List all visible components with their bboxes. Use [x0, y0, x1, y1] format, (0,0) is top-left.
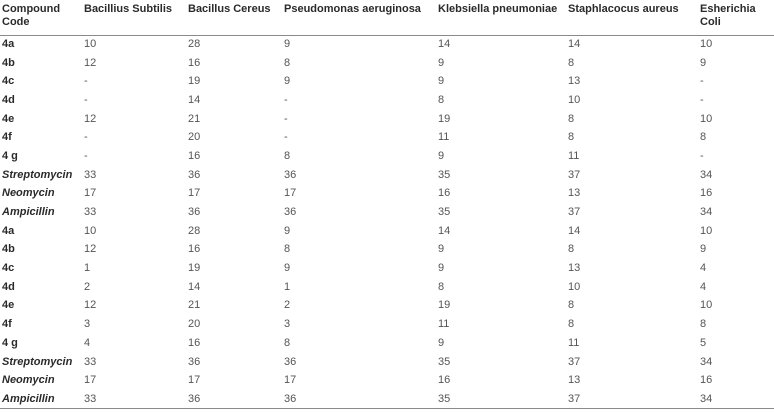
cell-klebsiella-pneumoniae: 9 [438, 149, 445, 162]
cell-pseudomonas-aeruginosa: 8 [284, 336, 291, 349]
cell-klebsiella-pneumoniae: 8 [438, 280, 445, 293]
cell-compound-code: 4d [2, 280, 15, 293]
cell-esherichia-coli: 8 [700, 318, 707, 331]
table-row [0, 353, 774, 372]
cell-bacillius-subtilis: 12 [84, 56, 97, 69]
cell-esherichia-coli: 4 [700, 280, 707, 293]
cell-compound-code: 4f [2, 131, 12, 144]
cell-bacillius-subtilis: - [84, 149, 88, 162]
cell-bacillus-cereus: 36 [188, 390, 284, 409]
cell-bacillius-subtilis: 3 [84, 318, 91, 331]
cell-compound-code: 4e [2, 112, 15, 125]
cell-pseudomonas-aeruginosa: 9 [284, 262, 291, 275]
cell-staphlacocus-aureus: 13 [568, 262, 581, 275]
cell-bacillus-cereus: 14 [188, 280, 201, 293]
cell-pseudomonas-aeruginosa: 36 [284, 355, 297, 368]
table-row [0, 91, 774, 110]
table-row [0, 72, 774, 91]
cell-staphlacocus-aureus: 14 [568, 224, 581, 237]
cell-staphlacocus-aureus: 11 [568, 149, 580, 162]
cell-esherichia-coli: 9 [700, 243, 707, 256]
cell-bacillius-subtilis: 2 [84, 280, 91, 293]
cell-bacillius-subtilis: 17 [84, 374, 97, 387]
cell-compound-code: 4e [2, 299, 15, 312]
cell-esherichia-coli: - [700, 75, 704, 88]
cell-bacillus-cereus: 17 [188, 187, 201, 200]
table-row [0, 35, 774, 54]
cell-pseudomonas-aeruginosa: 8 [284, 243, 291, 256]
cell-bacillius-subtilis: 33 [84, 390, 188, 409]
cell-bacillus-cereus: 36 [188, 168, 201, 181]
cell-bacillus-cereus: 16 [188, 149, 201, 162]
cell-staphlacocus-aureus: 37 [568, 390, 700, 409]
table-row [0, 334, 774, 353]
cell-staphlacocus-aureus: 13 [568, 374, 581, 387]
table-header [0, 0, 774, 35]
cell-staphlacocus-aureus: 37 [568, 206, 581, 219]
cell-pseudomonas-aeruginosa: 36 [284, 206, 297, 219]
cell-bacillus-cereus: 19 [188, 262, 201, 275]
table-row [0, 371, 774, 390]
cell-klebsiella-pneumoniae: 9 [438, 336, 445, 349]
cell-bacillius-subtilis: 33 [84, 206, 97, 219]
cell-compound-code: 4f [2, 318, 12, 331]
cell-compound-code: 4c [2, 75, 15, 88]
table-row [0, 297, 774, 316]
cell-esherichia-coli: 9 [700, 56, 707, 69]
cell-bacillius-subtilis: 10 [84, 38, 97, 51]
cell-esherichia-coli: - [700, 149, 704, 162]
cell-esherichia-coli: 34 [700, 206, 713, 219]
table-row [0, 185, 774, 204]
header-compound-code: Compound Code [0, 0, 84, 35]
cell-staphlacocus-aureus: 8 [568, 56, 575, 69]
cell-compound-code: 4b [2, 56, 15, 69]
cell-esherichia-coli: 10 [700, 299, 713, 312]
cell-bacillius-subtilis: 12 [84, 243, 97, 256]
cell-staphlacocus-aureus: 13 [568, 75, 581, 88]
cell-pseudomonas-aeruginosa: - [284, 93, 288, 106]
cell-esherichia-coli: 34 [700, 355, 713, 368]
cell-compound-code: Streptomycin [2, 355, 73, 368]
table-row [0, 390, 774, 409]
cell-compound-code: 4a [2, 38, 15, 51]
cell-compound-code: Neomycin [2, 374, 55, 387]
cell-staphlacocus-aureus: 10 [568, 280, 581, 293]
cell-pseudomonas-aeruginosa: 8 [284, 149, 291, 162]
cell-staphlacocus-aureus: 8 [568, 318, 575, 331]
cell-bacillius-subtilis: 1 [84, 262, 91, 275]
cell-klebsiella-pneumoniae: 35 [438, 355, 451, 368]
cell-esherichia-coli: - [700, 93, 704, 106]
cell-pseudomonas-aeruginosa: 9 [284, 224, 291, 237]
cell-pseudomonas-aeruginosa: 36 [284, 168, 297, 181]
cell-staphlacocus-aureus: 14 [568, 38, 581, 51]
cell-klebsiella-pneumoniae: 9 [438, 262, 445, 275]
cell-bacillus-cereus: 21 [188, 112, 201, 125]
cell-klebsiella-pneumoniae: 9 [438, 75, 445, 88]
cell-compound-code: Ampicillin [2, 206, 55, 219]
cell-compound-code: 4 g [2, 149, 18, 162]
cell-klebsiella-pneumoniae: 14 [438, 38, 451, 51]
cell-bacillus-cereus: 14 [188, 93, 201, 106]
cell-bacillus-cereus: 19 [188, 75, 201, 88]
cell-esherichia-coli: 10 [700, 112, 713, 125]
cell-pseudomonas-aeruginosa: - [284, 131, 288, 144]
table-row [0, 110, 774, 129]
cell-bacillus-cereus: 28 [188, 38, 201, 51]
cell-esherichia-coli: 8 [700, 131, 707, 144]
cell-klebsiella-pneumoniae: 16 [438, 187, 451, 200]
cell-bacillus-cereus: 21 [188, 299, 201, 312]
cell-bacillius-subtilis: - [84, 93, 88, 106]
cell-staphlacocus-aureus: 11 [568, 336, 580, 349]
header-klebsiella-pneumoniae: Klebsiella pneumoniae [438, 0, 568, 35]
cell-compound-code: 4d [2, 93, 15, 106]
cell-klebsiella-pneumoniae: 35 [438, 206, 451, 219]
cell-esherichia-coli: 34 [700, 168, 713, 181]
cell-klebsiella-pneumoniae: 16 [438, 374, 451, 387]
cell-esherichia-coli: 5 [700, 336, 707, 349]
header-row [0, 0, 774, 35]
table-row [0, 222, 774, 241]
cell-bacillius-subtilis: 12 [84, 299, 97, 312]
table-row [0, 241, 774, 260]
cell-bacillus-cereus: 17 [188, 374, 201, 387]
cell-pseudomonas-aeruginosa: - [284, 112, 288, 125]
table-row [0, 128, 774, 147]
cell-staphlacocus-aureus: 8 [568, 299, 575, 312]
cell-bacillius-subtilis: 33 [84, 168, 97, 181]
cell-staphlacocus-aureus: 37 [568, 168, 581, 181]
cell-klebsiella-pneumoniae: 19 [438, 112, 451, 125]
cell-staphlacocus-aureus: 8 [568, 131, 575, 144]
cell-staphlacocus-aureus: 10 [568, 93, 581, 106]
cell-staphlacocus-aureus: 13 [568, 187, 581, 200]
cell-pseudomonas-aeruginosa: 3 [284, 318, 291, 331]
cell-klebsiella-pneumoniae: 35 [438, 168, 451, 181]
cell-bacillius-subtilis: 17 [84, 187, 97, 200]
cell-pseudomonas-aeruginosa: 36 [284, 390, 438, 409]
cell-compound-code: 4 g [2, 336, 18, 349]
cell-esherichia-coli: 34 [700, 390, 774, 409]
header-bacillius-subtilis: Bacillius Subtilis [84, 0, 188, 35]
table-row [0, 166, 774, 185]
cell-esherichia-coli: 4 [700, 262, 707, 275]
header-esherichia-coli: Esherichia Coli [700, 0, 774, 35]
cell-bacillus-cereus: 28 [188, 224, 201, 237]
cell-bacillus-cereus: 16 [188, 243, 201, 256]
cell-bacillus-cereus: 20 [188, 131, 201, 144]
cell-compound-code: Streptomycin [2, 168, 73, 181]
cell-bacillius-subtilis: 33 [84, 355, 97, 368]
table-row [0, 147, 774, 166]
cell-pseudomonas-aeruginosa: 8 [284, 56, 291, 69]
header-bacillus-cereus: Bacillus Cereus [188, 0, 284, 35]
table-row [0, 259, 774, 278]
table-row [0, 278, 774, 297]
cell-bacillius-subtilis: 12 [84, 112, 97, 125]
cell-compound-code: 4b [2, 243, 15, 256]
cell-pseudomonas-aeruginosa: 1 [284, 280, 291, 293]
cell-klebsiella-pneumoniae: 9 [438, 56, 445, 69]
cell-esherichia-coli: 10 [700, 38, 713, 51]
cell-compound-code: Ampicillin [0, 390, 84, 409]
cell-klebsiella-pneumoniae: 35 [438, 390, 568, 409]
cell-bacillus-cereus: 16 [188, 56, 201, 69]
cell-staphlacocus-aureus: 8 [568, 243, 575, 256]
cell-klebsiella-pneumoniae: 11 [438, 318, 450, 331]
cell-compound-code: 4c [2, 262, 15, 275]
cell-klebsiella-pneumoniae: 19 [438, 299, 451, 312]
cell-klebsiella-pneumoniae: 8 [438, 93, 445, 106]
cell-klebsiella-pneumoniae: 14 [438, 224, 451, 237]
cell-pseudomonas-aeruginosa: 17 [284, 374, 297, 387]
cell-esherichia-coli: 16 [700, 374, 713, 387]
cell-staphlacocus-aureus: 37 [568, 355, 581, 368]
cell-pseudomonas-aeruginosa: 9 [284, 38, 291, 51]
cell-bacillius-subtilis: 4 [84, 336, 91, 349]
cell-klebsiella-pneumoniae: 9 [438, 243, 445, 256]
cell-bacillus-cereus: 16 [188, 336, 201, 349]
cell-compound-code: Neomycin [2, 187, 55, 200]
table-body [0, 35, 774, 409]
cell-bacillius-subtilis: - [84, 131, 88, 144]
cell-bacillius-subtilis: 10 [84, 224, 97, 237]
cell-klebsiella-pneumoniae: 11 [438, 131, 450, 144]
cell-pseudomonas-aeruginosa: 17 [284, 187, 297, 200]
table-row [0, 315, 774, 334]
cell-staphlacocus-aureus: 8 [568, 112, 575, 125]
cell-bacillus-cereus: 36 [188, 206, 201, 219]
cell-bacillius-subtilis: - [84, 75, 88, 88]
cell-esherichia-coli: 16 [700, 187, 713, 200]
cell-bacillus-cereus: 20 [188, 318, 201, 331]
cell-pseudomonas-aeruginosa: 2 [284, 299, 291, 312]
header-staphlacocus-aureus: Staphlacocus aureus [568, 0, 700, 35]
cell-compound-code: 4a [2, 224, 15, 237]
cell-bacillus-cereus: 36 [188, 355, 201, 368]
header-pseudomonas-aeruginosa: Pseudomonas aeruginosa [284, 0, 438, 35]
cell-esherichia-coli: 10 [700, 224, 713, 237]
table-row [0, 54, 774, 73]
table-row [0, 203, 774, 222]
cell-pseudomonas-aeruginosa: 9 [284, 75, 291, 88]
